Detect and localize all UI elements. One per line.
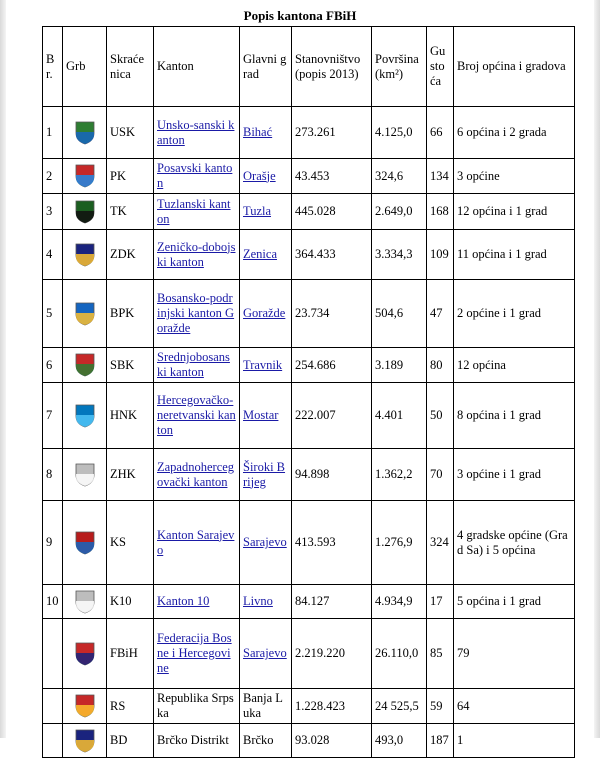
row-population-cell (292, 585, 372, 619)
row-area: 493,0 (375, 733, 404, 747)
table-row (43, 280, 575, 348)
row-canton-name[interactable]: Zeničko-dobojski kanton (157, 239, 236, 269)
row-area: 3.189 (375, 357, 404, 372)
row-capital[interactable]: Sarajevo (243, 535, 287, 549)
row-population: 222.007 (295, 408, 336, 422)
row-population: 84.127 (295, 594, 330, 608)
row-canton-name-cell[interactable] (154, 107, 240, 159)
row-area-cell (372, 724, 427, 758)
header-skracenica: Skraćenica (107, 27, 154, 107)
sbk-crest-icon (74, 352, 96, 378)
row-abbreviation: KS (110, 535, 126, 549)
row-abbreviation: K10 (110, 594, 132, 608)
row-municipalities-cell (454, 159, 575, 194)
row-municipalities-cell (454, 449, 575, 501)
row-canton-name-cell[interactable] (154, 280, 240, 348)
row-area: 2.649,0 (375, 204, 413, 218)
row-capital-cell[interactable] (240, 348, 292, 383)
row-abbreviation-cell (107, 585, 154, 619)
row-density-cell (427, 724, 454, 758)
row-number-cell (43, 348, 63, 383)
bd-crest-icon (74, 728, 96, 754)
row-density: 66 (430, 125, 443, 139)
row-population-cell (292, 724, 372, 758)
row-number-cell (43, 449, 63, 501)
crest-cell (63, 585, 107, 619)
header-kanton: Kanton (154, 27, 240, 107)
row-abbreviation-cell (107, 159, 154, 194)
header-gustoca: Gustoća (427, 27, 454, 107)
row-canton-name[interactable]: Unsko-sanski kanton (157, 117, 235, 147)
table-row (43, 501, 575, 585)
row-canton-name[interactable]: Posavski kanton (157, 161, 233, 190)
row-area: 4.125,0 (375, 125, 413, 139)
row-canton-name-cell[interactable] (154, 230, 240, 280)
row-number-cell (43, 230, 63, 280)
row-canton-name[interactable]: Kanton Sarajevo (157, 527, 235, 557)
row-canton-name-cell[interactable] (154, 159, 240, 194)
row-area: 504,6 (375, 306, 404, 320)
row-density: 70 (430, 467, 443, 481)
row-canton-name-cell (154, 689, 240, 724)
row-population: 23.734 (295, 306, 330, 320)
row-population: 413.593 (295, 535, 336, 549)
header-glavni-grad: Glavni grad (240, 27, 292, 107)
row-canton-name[interactable]: Federacija Bosne i Hercegovine (157, 631, 232, 675)
row-municipalities-cell (454, 689, 575, 724)
row-population-cell (292, 383, 372, 449)
row-population: 364.433 (295, 247, 336, 261)
row-area: 4.401 (375, 408, 404, 422)
row-population: 273.261 (295, 125, 336, 139)
k10-crest-icon (74, 589, 96, 615)
row-density: 85 (430, 646, 443, 660)
row-canton-name: Brčko Distrikt (157, 733, 229, 747)
header-grb: Grb (63, 27, 107, 107)
row-abbreviation: SBK (110, 357, 135, 372)
crest-cell (63, 230, 107, 280)
crest-cell (63, 194, 107, 230)
ks-crest-icon (74, 530, 96, 556)
table-row (43, 689, 575, 724)
rs-crest-icon (74, 693, 96, 719)
hnk-crest-icon (74, 403, 96, 429)
row-municipalities-cell (454, 194, 575, 230)
row-municipalities: 64 (457, 698, 470, 713)
page-shadow-left (0, 0, 6, 738)
row-population: 94.898 (295, 467, 330, 481)
row-abbreviation-cell (107, 348, 154, 383)
row-number-cell (43, 724, 63, 758)
row-abbreviation: RS (110, 698, 126, 713)
row-abbreviation-cell (107, 724, 154, 758)
row-canton-name-cell[interactable] (154, 585, 240, 619)
row-municipalities: 11 općina i 1 grad (457, 247, 547, 261)
table-row (43, 230, 575, 280)
row-capital: Brčko (243, 733, 274, 747)
row-canton-name[interactable]: Zapadnohercegovački kanton (157, 459, 235, 489)
row-abbreviation-cell (107, 383, 154, 449)
row-municipalities: 2 općine i 1 grad (457, 306, 542, 320)
row-capital[interactable]: Široki Brijeg (243, 459, 286, 489)
row-number: 10 (46, 594, 59, 608)
row-abbreviation-cell (107, 194, 154, 230)
row-municipalities-cell (454, 280, 575, 348)
row-capital[interactable]: Bihać (243, 125, 273, 139)
row-abbreviation-cell (107, 107, 154, 159)
row-number: 1 (46, 125, 53, 139)
row-municipalities: 1 (457, 733, 464, 747)
row-density: 109 (430, 247, 449, 261)
table-row (43, 449, 575, 501)
crest-cell (63, 348, 107, 383)
row-population-cell (292, 159, 372, 194)
row-abbreviation-cell (107, 689, 154, 724)
row-density-cell (427, 280, 454, 348)
usk-crest-icon (74, 120, 96, 146)
row-density-cell (427, 585, 454, 619)
row-number-cell (43, 501, 63, 585)
crest-cell (63, 280, 107, 348)
row-municipalities: 12 općina i 1 grad (457, 204, 548, 218)
row-area-cell (372, 230, 427, 280)
row-density-cell (427, 619, 454, 689)
table-title: Popis kantona FBiH (243, 8, 357, 23)
row-capital[interactable]: Mostar (243, 408, 279, 422)
row-capital[interactable]: Sarajevo (243, 646, 287, 660)
row-capital-cell[interactable] (240, 585, 292, 619)
canton-table (42, 26, 575, 758)
row-population: 445.028 (295, 204, 336, 218)
row-number-cell (43, 194, 63, 230)
bpk-crest-icon (74, 301, 96, 327)
row-municipalities-cell (454, 230, 575, 280)
row-density: 324 (430, 535, 449, 549)
row-area-cell (372, 619, 427, 689)
row-density: 47 (430, 306, 443, 320)
row-municipalities: 5 općina i 1 grad (457, 594, 542, 608)
row-canton-name-cell[interactable] (154, 383, 240, 449)
row-area: 324,6 (375, 168, 404, 183)
row-population: 93.028 (295, 733, 330, 747)
crest-cell (63, 383, 107, 449)
row-capital-cell[interactable] (240, 383, 292, 449)
row-population-cell (292, 280, 372, 348)
fbih-crest-icon (74, 641, 96, 667)
row-capital-cell[interactable] (240, 449, 292, 501)
row-number: 9 (46, 535, 53, 549)
row-area-cell (372, 501, 427, 585)
row-abbreviation: ZDK (110, 247, 136, 261)
row-municipalities-cell (454, 724, 575, 758)
row-population-cell (292, 501, 372, 585)
row-population: 2.219.220 (295, 646, 345, 660)
header-povrsina: Površina (km²) (372, 27, 427, 107)
row-population-cell (292, 107, 372, 159)
row-municipalities: 3 općine i 1 grad (457, 467, 542, 481)
row-area-cell (372, 449, 427, 501)
row-capital[interactable]: Zenica (243, 247, 278, 261)
row-population: 1.228.423 (295, 698, 345, 713)
crest-cell (63, 449, 107, 501)
crest-cell (63, 501, 107, 585)
row-canton-name[interactable]: Hercegovačko-neretvanski kanton (157, 393, 236, 437)
row-area-cell (372, 107, 427, 159)
row-density-cell (427, 689, 454, 724)
row-municipalities: 4 gradske općine (Grad Sa) i 5 općina (457, 527, 568, 557)
row-area: 24 525,5 (375, 698, 419, 713)
row-capital[interactable]: Travnik (243, 357, 283, 372)
row-number-cell (43, 585, 63, 619)
row-municipalities: 8 općina i 1 grad (457, 408, 542, 422)
row-number: 4 (46, 247, 53, 261)
table-row (43, 585, 575, 619)
table-row (43, 724, 575, 758)
row-area-cell (372, 159, 427, 194)
row-density: 59 (430, 698, 443, 713)
row-density-cell (427, 230, 454, 280)
row-capital-cell[interactable] (240, 501, 292, 585)
row-population: 254.686 (295, 357, 336, 372)
table-row (43, 194, 575, 230)
row-abbreviation: USK (110, 125, 136, 139)
header-opcine: Broj općina i gradova (454, 27, 575, 107)
row-abbreviation-cell (107, 280, 154, 348)
crest-cell (63, 724, 107, 758)
row-density: 50 (430, 408, 443, 422)
crest-cell (63, 107, 107, 159)
row-density-cell (427, 449, 454, 501)
row-abbreviation: BPK (110, 306, 135, 320)
row-canton-name-cell (154, 724, 240, 758)
row-abbreviation: TK (110, 204, 127, 218)
row-municipalities: 3 općine (457, 168, 500, 183)
row-canton-name-cell[interactable] (154, 194, 240, 230)
row-population-cell (292, 348, 372, 383)
row-area: 1.276,9 (375, 535, 413, 549)
row-number: 7 (46, 408, 53, 422)
row-area: 26.110,0 (375, 646, 419, 660)
row-area-cell (372, 348, 427, 383)
row-canton-name-cell[interactable] (154, 449, 240, 501)
crest-cell (63, 689, 107, 724)
row-municipalities-cell (454, 501, 575, 585)
row-number-cell (43, 383, 63, 449)
row-abbreviation: PK (110, 168, 126, 183)
row-municipalities-cell (454, 585, 575, 619)
row-number: 5 (46, 306, 53, 320)
row-capital[interactable]: Goražde (243, 306, 286, 320)
header-br: B r. (43, 27, 63, 107)
table-row (43, 348, 575, 383)
row-abbreviation: ZHK (110, 467, 136, 481)
row-capital-cell[interactable] (240, 194, 292, 230)
row-density-cell (427, 348, 454, 383)
row-abbreviation: HNK (110, 408, 138, 422)
crest-cell (63, 159, 107, 194)
row-abbreviation: BD (110, 733, 128, 747)
row-municipalities-cell (454, 619, 575, 689)
row-area-cell (372, 689, 427, 724)
row-abbreviation: FBiH (110, 646, 138, 660)
row-capital-cell[interactable] (240, 107, 292, 159)
row-population: 43.453 (295, 168, 330, 183)
row-number-cell (43, 689, 63, 724)
row-population-cell (292, 230, 372, 280)
row-density-cell (427, 383, 454, 449)
row-area: 3.334,3 (375, 247, 413, 261)
pk-crest-icon (74, 163, 96, 189)
row-density-cell (427, 501, 454, 585)
row-number-cell (43, 280, 63, 348)
row-abbreviation-cell (107, 449, 154, 501)
row-number-cell (43, 107, 63, 159)
row-density: 17 (430, 594, 443, 608)
tk-crest-icon (74, 199, 96, 225)
row-number: 3 (46, 204, 53, 218)
row-capital-cell[interactable] (240, 230, 292, 280)
row-municipalities-cell (454, 383, 575, 449)
row-density-cell (427, 159, 454, 194)
row-area: 4.934,9 (375, 594, 413, 608)
row-abbreviation-cell (107, 230, 154, 280)
zdk-crest-icon (74, 242, 96, 268)
row-number: 8 (46, 467, 53, 481)
row-area-cell (372, 194, 427, 230)
row-capital: Banja Luka (243, 691, 283, 720)
row-capital[interactable]: Tuzla (243, 204, 272, 218)
row-capital[interactable]: Livno (243, 594, 273, 608)
row-number: 6 (46, 357, 53, 372)
row-municipalities: 6 općina i 2 grada (457, 125, 547, 139)
row-canton-name[interactable]: Kanton 10 (157, 594, 210, 608)
row-canton-name-cell[interactable] (154, 619, 240, 689)
header-row (43, 27, 575, 107)
row-capital-cell (240, 724, 292, 758)
table-row (43, 619, 575, 689)
row-municipalities-cell (454, 348, 575, 383)
page-shadow-right (594, 0, 600, 738)
row-area-cell (372, 280, 427, 348)
row-area: 1.362,2 (375, 467, 413, 481)
row-canton-name: Republika Srpska (157, 691, 234, 720)
row-density: 168 (430, 204, 449, 218)
row-municipalities: 12 općina (457, 357, 506, 372)
row-number-cell (43, 619, 63, 689)
table-row (43, 159, 575, 194)
row-density: 80 (430, 357, 443, 372)
row-capital-cell[interactable] (240, 159, 292, 194)
row-area-cell (372, 585, 427, 619)
row-canton-name[interactable]: Tuzlanski kanton (157, 196, 231, 226)
table-row (43, 383, 575, 449)
row-canton-name-cell[interactable] (154, 348, 240, 383)
row-canton-name-cell[interactable] (154, 501, 240, 585)
row-capital-cell[interactable] (240, 280, 292, 348)
row-municipalities-cell (454, 107, 575, 159)
header-stanovnistvo: Stanovništvo (popis 2013) (292, 27, 372, 107)
row-density: 134 (430, 168, 449, 183)
row-population-cell (292, 449, 372, 501)
crest-cell (63, 619, 107, 689)
row-density-cell (427, 194, 454, 230)
row-population-cell (292, 619, 372, 689)
row-number: 2 (46, 168, 53, 183)
zhk-crest-icon (74, 462, 96, 488)
row-density-cell (427, 107, 454, 159)
table-row (43, 107, 575, 159)
row-municipalities: 79 (457, 646, 470, 660)
row-canton-name[interactable]: Bosansko-podrinjski kanton Goražde (157, 291, 235, 335)
row-population-cell (292, 194, 372, 230)
row-abbreviation-cell (107, 619, 154, 689)
row-number-cell (43, 159, 63, 194)
row-population-cell (292, 689, 372, 724)
row-capital-cell (240, 689, 292, 724)
row-abbreviation-cell (107, 501, 154, 585)
row-canton-name[interactable]: Srednjobosanski kanton (157, 350, 230, 379)
row-capital[interactable]: Orašje (243, 168, 276, 183)
row-area-cell (372, 383, 427, 449)
row-density: 187 (430, 733, 449, 747)
row-capital-cell[interactable] (240, 619, 292, 689)
